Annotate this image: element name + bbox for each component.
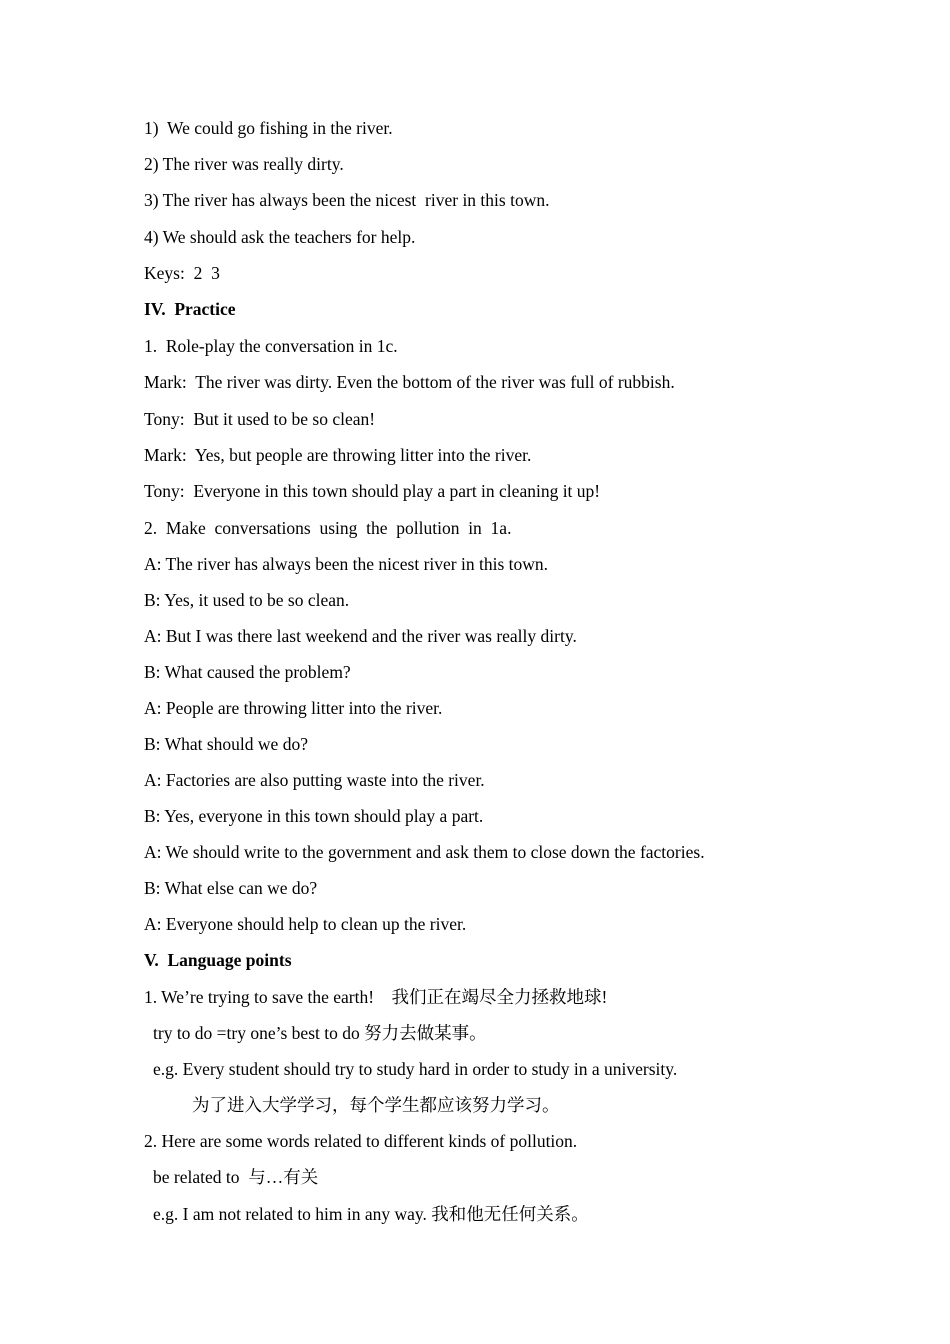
option-1: 1) We could go fishing in the river. bbox=[144, 118, 393, 138]
section-heading-practice: IV. Practice bbox=[144, 299, 236, 319]
example-sentence: e.g. I am not related to him in any way. 我和他无任何关系。 bbox=[153, 1204, 589, 1224]
language-point-note: be related to 与…有关 bbox=[153, 1167, 319, 1187]
option-3: 3) The river has always been the nicest river in this town. bbox=[144, 190, 550, 210]
dialogue-line: B: Yes, everyone in this town should play a part. bbox=[144, 806, 484, 826]
dialogue-line: B: What should we do? bbox=[144, 734, 308, 754]
dialogue-line: A: Everyone should help to clean up the river. bbox=[144, 914, 467, 934]
dialogue-line: B: What caused the problem? bbox=[144, 662, 351, 682]
dialogue-line: Tony: Everyone in this town should play a part in cleaning it up! bbox=[144, 481, 601, 501]
option-4: 4) We should ask the teachers for help. bbox=[144, 227, 416, 247]
dialogue-line: A: People are throwing litter into the river. bbox=[144, 698, 443, 718]
dialogue-line: A: We should write to the government and ask them to close down the factories. bbox=[144, 842, 705, 862]
dialogue-line: A: Factories are also putting waste into the river. bbox=[144, 770, 485, 790]
practice-item-2: 2. Make conversations using the pollution in 1a. bbox=[144, 518, 512, 538]
language-point-1: 1. We’re trying to save the earth! 我们正在竭尽全力拯救地球! bbox=[144, 987, 608, 1007]
language-point-2: 2. Here are some words related to different kinds of pollution. bbox=[144, 1131, 578, 1151]
language-point-note: try to do =try one’s best to do 努力去做某事。 bbox=[153, 1023, 487, 1043]
dialogue-line: A: The river has always been the nicest river in this town. bbox=[144, 554, 549, 574]
dialogue-line: B: Yes, it used to be so clean. bbox=[144, 590, 350, 610]
section-heading-language-points: V. Language points bbox=[144, 950, 292, 970]
option-2: 2) The river was really dirty. bbox=[144, 154, 344, 174]
keys-line: Keys: 2 3 bbox=[144, 263, 220, 283]
example-translation: 为了进入大学学习，每个学生都应该努力学习。 bbox=[192, 1095, 560, 1115]
dialogue-line: A: But I was there last weekend and the river was really dirty. bbox=[144, 626, 577, 646]
example-sentence: e.g. Every student should try to study hard in order to study in a university. bbox=[153, 1059, 678, 1079]
dialogue-line: Tony: But it used to be so clean! bbox=[144, 409, 376, 429]
dialogue-line: Mark: Yes, but people are throwing litter into the river. bbox=[144, 445, 532, 465]
dialogue-line: B: What else can we do? bbox=[144, 878, 318, 898]
dialogue-line: Mark: The river was dirty. Even the bottom of the river was full of rubbish. bbox=[144, 372, 675, 392]
practice-item-1: 1. Role-play the conversation in 1c. bbox=[144, 336, 398, 356]
